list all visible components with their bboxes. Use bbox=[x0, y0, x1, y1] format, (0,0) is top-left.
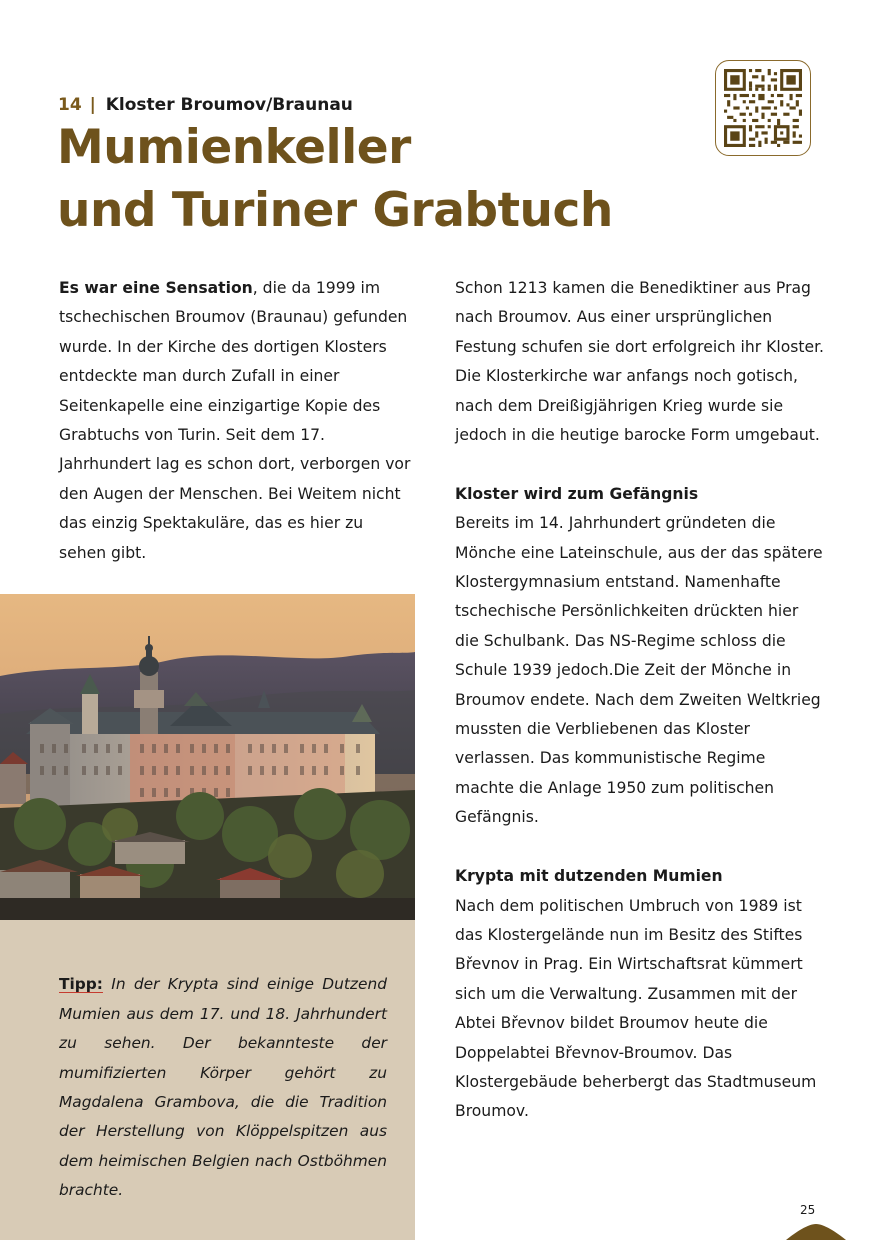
qr-code[interactable] bbox=[715, 60, 811, 156]
main-column bbox=[455, 274, 825, 1127]
intro-column bbox=[59, 274, 411, 568]
section-heading-crypt: Krypta mit dutzenden Mumien bbox=[455, 867, 723, 886]
section-text-crypt: Nach dem politischen Umbruch von 1989 ist das Klostergelände nun im Besitz des Stiftes Břevnov in Prag. Ein Wirtschaftsrat kümmert sich um die Verwaltung. Zusammen mit der Abtei Břevnov bildet Broumov heute die Doppelabtei Břevnov-Broumov. Das Klostergebäude beherbergt das Stadtmuseum Broumov. bbox=[455, 896, 817, 1121]
tip-paragraph bbox=[59, 970, 387, 1205]
chapter-separator: | bbox=[89, 95, 96, 115]
section-heading-prison: Kloster wird zum Gefängnis bbox=[455, 484, 699, 503]
tip-label: Tipp: bbox=[59, 975, 103, 994]
title-line-2: und Turiner Grabtuch bbox=[57, 183, 613, 238]
intro-paragraph bbox=[59, 274, 411, 568]
page-title bbox=[57, 116, 613, 242]
tip-text: In der Krypta sind einige Dutzend Mumien aus dem 17. und 18. Jahrhundert zu sehen. Der bekannteste der mumifizierten Körper gehört zu Magdalena Grambova, die die Tradition der Herstellung von Klöppelspitzen aus dem heimischen Belgien nach Ostböhmen brachte. bbox=[59, 975, 387, 1200]
chapter-number: 14 bbox=[58, 95, 82, 115]
title-line-1: Mumienkeller bbox=[57, 120, 411, 175]
corner-tab-shape bbox=[786, 1222, 846, 1240]
section-text-prison: Bereits im 14. Jahrhundert gründeten die Mönche eine Lateinschule, aus der das spätere Klostergymnasium entstand. Namenhafte tschechische Persönlichkeiten drückten hier die Schulbank. Das NS-Regime schloss die Schule 1939 jedoch.Die Zeit der Mönche in Broumov endete. Nach dem Zweiten Weltkrieg mussten die Verbliebenen das Kloster verlassen. Das kommunistische Regime machte die Anlage 1950 zum politischen Gefängnis. bbox=[455, 514, 823, 827]
intro-text: , die da 1999 im tschechischen Broumov (Braunau) gefunden wurde. In der Kirche des dortigen Klosters entdeckte man durch Zufall in einer Seitenkapelle eine einzigartige Kopie des Grabtuchs von Turin. Seit dem 17. Jahrhundert lag es schon dort, verborgen vor den Augen der Menschen. Bei Weitem nicht das einzig Spektakuläre, das es hier zu sehen gibt. bbox=[59, 279, 411, 562]
qr-code-icon bbox=[724, 69, 802, 147]
chapter-kicker bbox=[58, 95, 353, 115]
page-number: 25 bbox=[800, 1203, 816, 1217]
intro-lead: Es war eine Sensation bbox=[59, 279, 253, 297]
chapter-label: Kloster Broumov/Braunau bbox=[105, 95, 353, 115]
monastery-photo bbox=[0, 594, 415, 920]
history-paragraph: Schon 1213 kamen die Benediktiner aus Prag nach Broumov. Aus einer ursprünglichen Festung schufen sie dort erfolgreich ihr Kloster. Die Klosterkirche war anfangs noch gotisch, nach dem Dreißigjährigen Krieg wurde sie jedoch in die heutige barocke Form umgebaut. bbox=[455, 279, 825, 445]
